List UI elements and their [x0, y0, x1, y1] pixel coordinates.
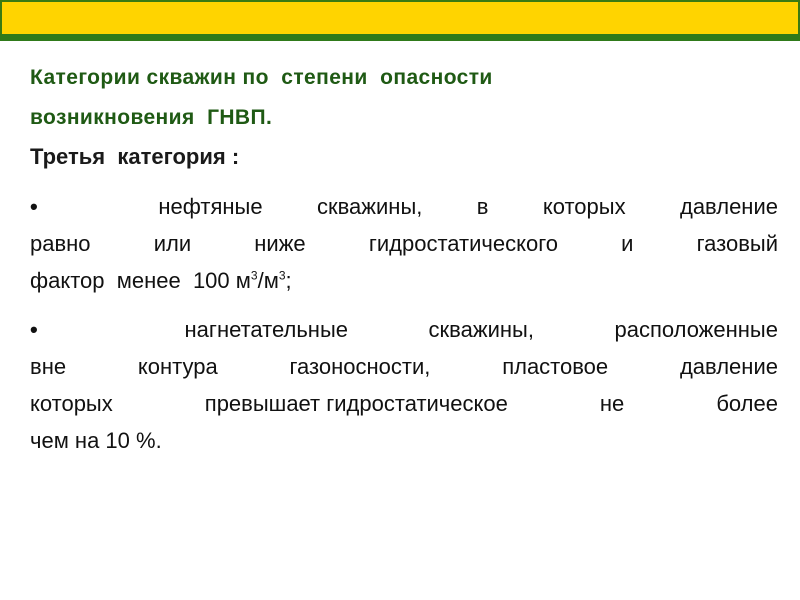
word: нефтяные [158, 194, 263, 219]
word: газоносности, [289, 354, 431, 379]
bullet-2-closing: чем на 10 %. [30, 428, 162, 453]
unit-text: /м [257, 268, 279, 293]
word: вне [30, 354, 67, 379]
bullet-2-line-2 [30, 348, 778, 385]
word: нагнетательные [184, 317, 349, 342]
bullet-2-line-1 [30, 311, 778, 348]
word: ниже [254, 231, 306, 256]
punctuation: ; [285, 268, 292, 293]
word: гидростатического [368, 231, 558, 256]
gas-factor-text: фактор менее 100 м [30, 268, 251, 293]
bullet-list [30, 188, 778, 471]
header-band [0, 0, 800, 34]
bullet-1-line-3 [30, 262, 778, 299]
slide-title-line-2: возникновения ГНВП. [30, 106, 273, 129]
slide-title [30, 58, 780, 138]
word: равно [30, 231, 91, 256]
word: в [476, 194, 489, 219]
word: контура [137, 354, 218, 379]
word: скважины, [316, 194, 423, 219]
bullet-2-line-4 [30, 422, 778, 459]
word: не [599, 391, 625, 416]
word: превышает гидростатическое [204, 391, 508, 416]
superscript: 3 [250, 268, 258, 283]
superscript: 3 [278, 268, 286, 283]
bullet-marker: • [30, 194, 38, 219]
bullet-1-line-1 [30, 188, 778, 225]
bullet-item-2 [30, 311, 778, 459]
word: и [621, 231, 634, 256]
header-divider [0, 34, 800, 41]
bullet-2-line-3 [30, 385, 778, 422]
word: которых [30, 391, 113, 416]
word: давление [679, 354, 778, 379]
word: скважины, [428, 317, 534, 342]
bullet-item-1 [30, 188, 778, 299]
bullet-1-line-2 [30, 225, 778, 262]
bullet-marker: • [30, 317, 38, 342]
word: давление [679, 194, 778, 219]
word: или [153, 231, 192, 256]
category-heading: Третья категория : [30, 144, 240, 169]
word: пластовое [502, 354, 609, 379]
slide-title-line-1: Категории скважин по степени опасности [30, 66, 493, 89]
word: расположенные [614, 317, 778, 342]
word: газовый [696, 231, 778, 256]
word: более [716, 391, 778, 416]
word: которых [542, 194, 626, 219]
